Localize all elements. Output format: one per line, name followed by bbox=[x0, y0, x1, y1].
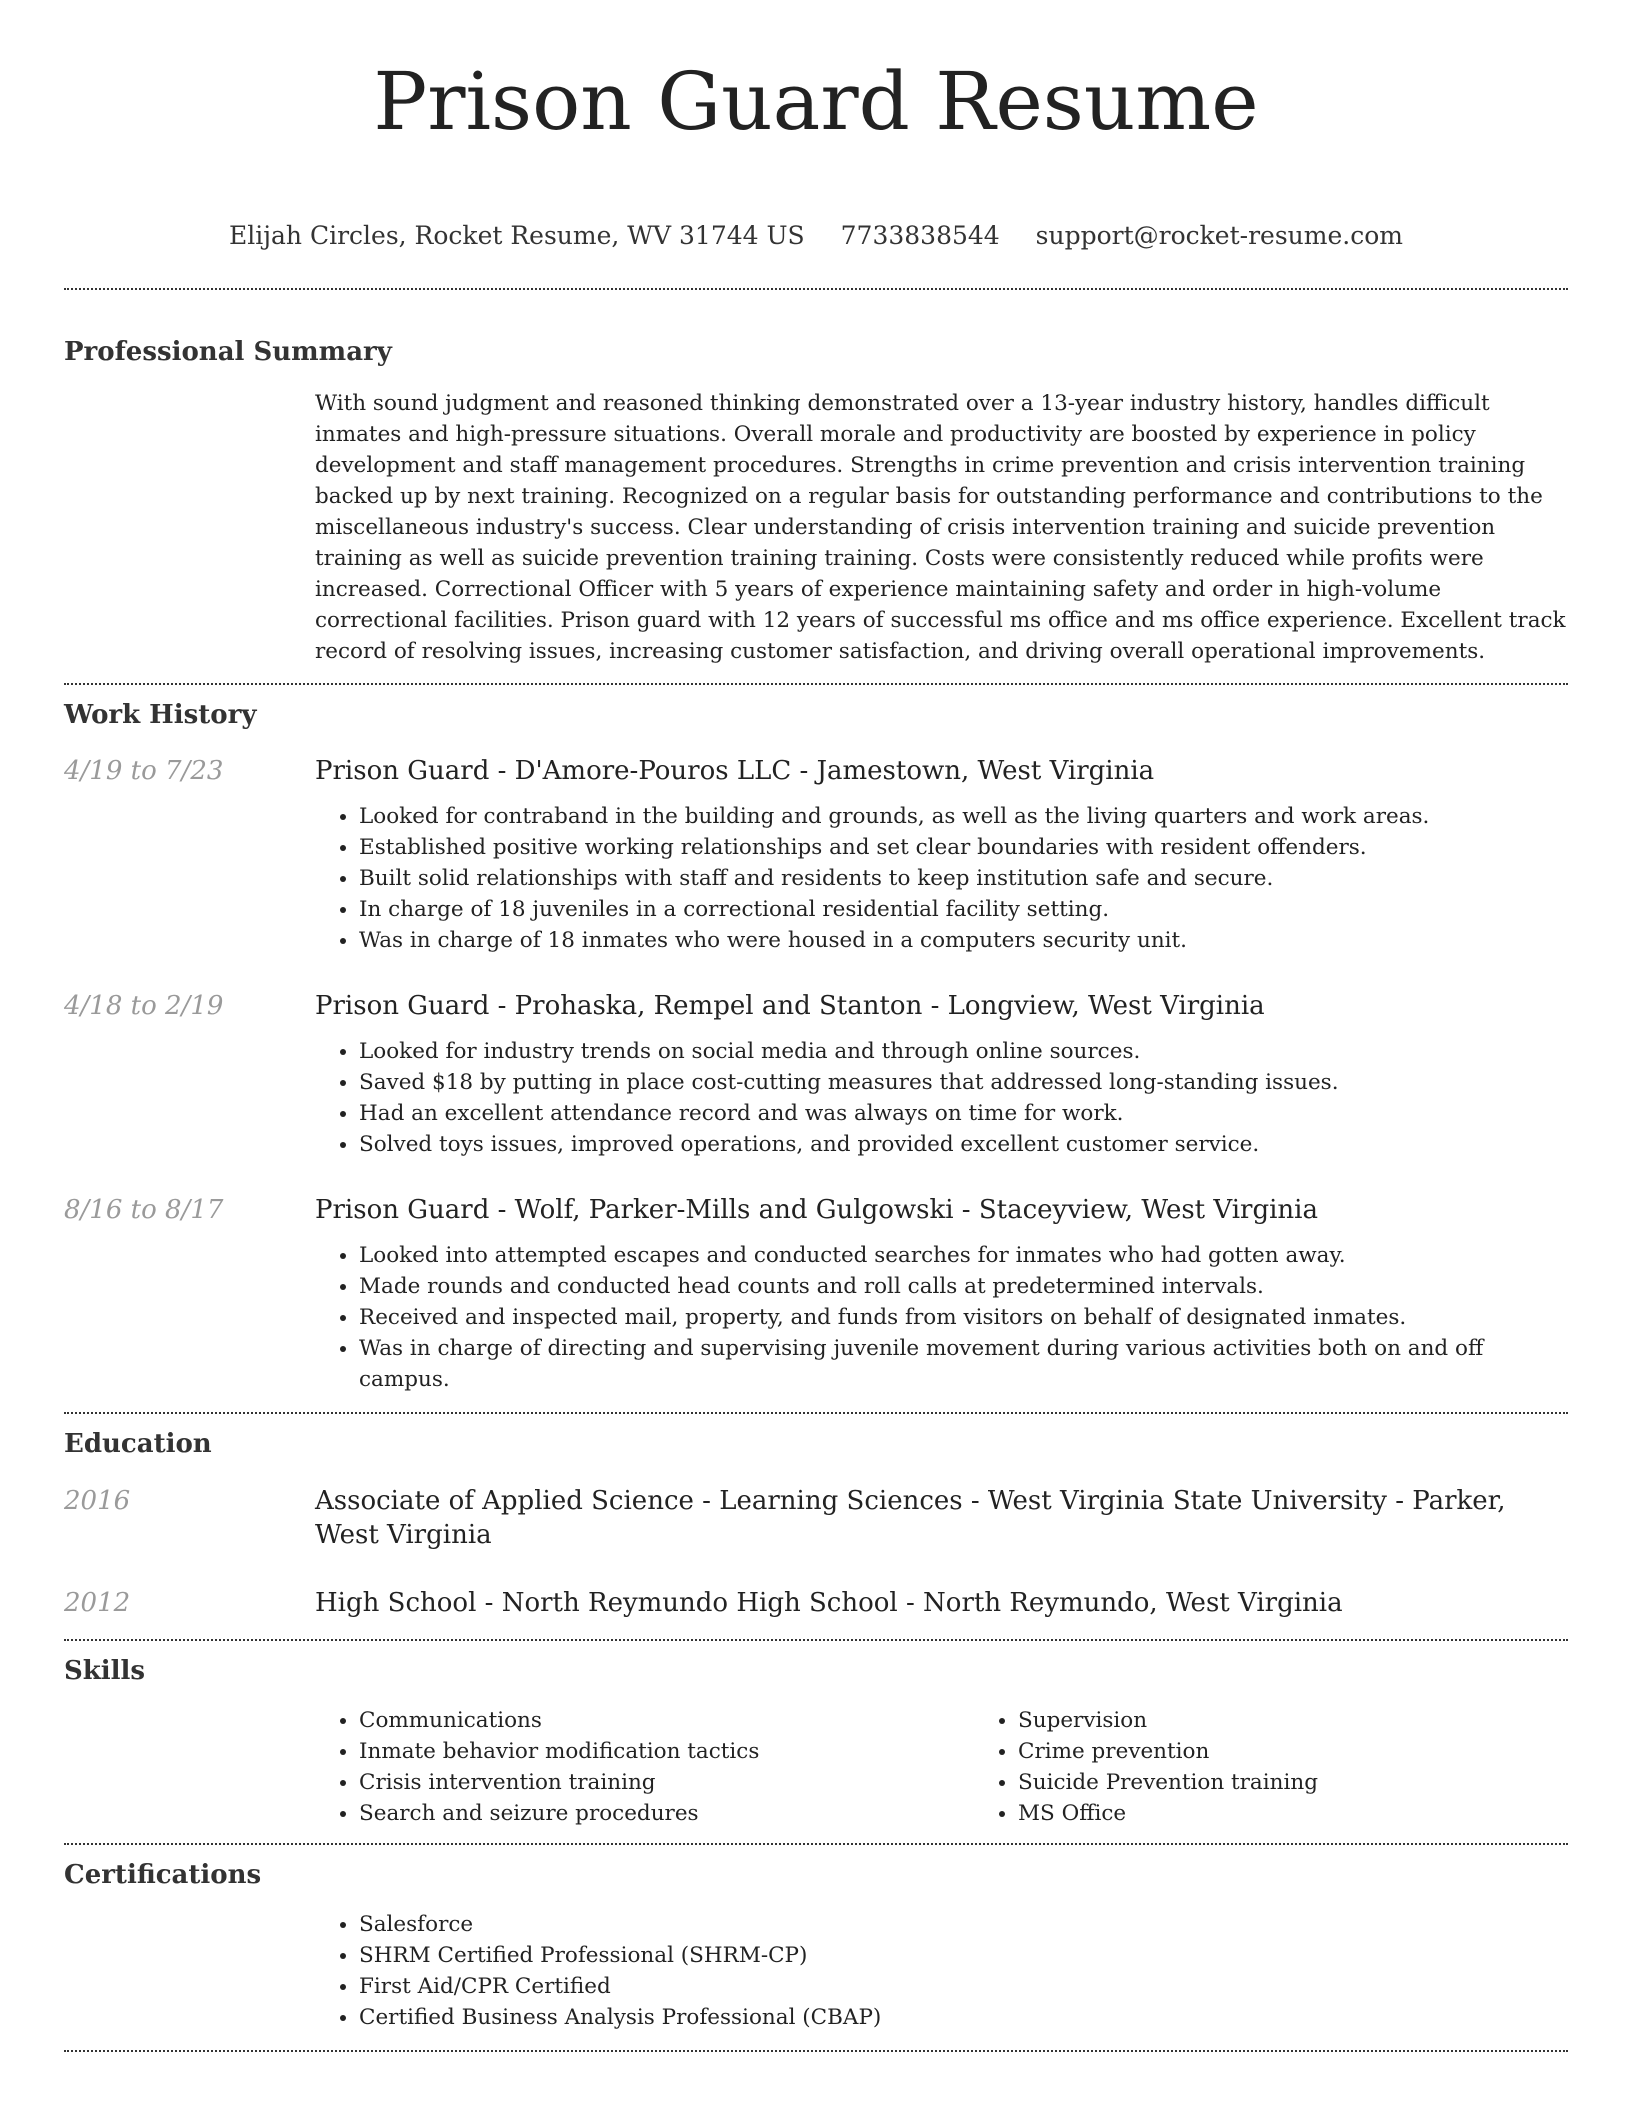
list-item: • SHRM Certified Professional (SHRM-CP) bbox=[359, 1940, 1568, 1971]
divider bbox=[64, 1412, 1568, 1414]
job-title: Prison Guard - Prohaska, Rempel and Stanton - Longview, West Virginia bbox=[315, 991, 1265, 1021]
job-entry bbox=[64, 1193, 1568, 1395]
list-item: • Supervision bbox=[1018, 1705, 1632, 1736]
skills-spacer bbox=[64, 1705, 315, 1829]
summary-heading: Professional Summary bbox=[64, 337, 392, 367]
summary-section bbox=[64, 388, 1568, 667]
job-dates: 8/16 to 8/17 bbox=[64, 1195, 224, 1225]
list-item: • Certified Business Analysis Professional (CBAP) bbox=[359, 2002, 1568, 2033]
list-item: • MS Office bbox=[1018, 1798, 1632, 1829]
skills-list-left bbox=[315, 1705, 974, 1829]
education-heading: Education bbox=[64, 1429, 212, 1459]
list-item: • Solved toys issues, improved operations, and provided excellent customer service. bbox=[359, 1129, 1568, 1160]
contact-email: support@rocket-resume.com bbox=[1035, 221, 1403, 250]
job-title: Prison Guard - Wolf, Parker-Mills and Gulgowski - Staceyview, West Virginia bbox=[315, 1195, 1318, 1225]
divider bbox=[64, 2050, 1568, 2052]
job-content bbox=[315, 1193, 1568, 1395]
education-year: 2016 bbox=[64, 1486, 131, 1516]
list-item: • Communications bbox=[359, 1705, 974, 1736]
list-item: • Saved $18 by putting in place cost-cutting measures that addressed long-standing issues. bbox=[359, 1067, 1568, 1098]
divider bbox=[64, 683, 1568, 685]
list-item: • Salesforce bbox=[359, 1909, 1568, 1940]
list-item: • Was in charge of directing and supervising juvenile movement during various activities both on and off campus. bbox=[359, 1333, 1568, 1395]
list-item: • In charge of 18 juveniles in a correctional residential facility setting. bbox=[359, 894, 1568, 925]
job-entry bbox=[64, 754, 1568, 956]
summary-text: With sound judgment and reasoned thinking demonstrated over a 13-year industry history, handles difficult inmates and high-pressure situations. Overall morale and productivity are boosted by experience in policy development and staff management procedures. Strengths in crime prevention and crisis intervention training backed up by next training. Recognized on a regular basis for outstanding performance and contributions to the miscellaneous industry's success. Clear understanding of crisis intervention training and suicide prevention training as well as suicide prevention training training. Costs were consistently reduced while profits were increased. Correctional Officer with 5 years of experience maintaining safety and order in high-volume correctional facilities. Prison guard with 12 years of successful ms office and ms office experience. Excellent track record of resolving issues, increasing customer satisfaction, and driving overall operational improvements. bbox=[315, 391, 1566, 664]
list-item: • Search and seizure procedures bbox=[359, 1798, 974, 1829]
job-content bbox=[315, 989, 1568, 1160]
skills-list-right bbox=[974, 1705, 1632, 1829]
list-item: • Looked for industry trends on social media and through online sources. bbox=[359, 1036, 1568, 1067]
list-item: • Established positive working relationships and set clear boundaries with resident offenders. bbox=[359, 832, 1568, 863]
summary-spacer bbox=[64, 388, 315, 667]
contact-line bbox=[64, 220, 1568, 252]
job-dates: 4/18 to 2/19 bbox=[64, 991, 224, 1021]
list-item: • Crisis intervention training bbox=[359, 1767, 974, 1798]
job-bullets bbox=[315, 1240, 1568, 1395]
contact-address: Elijah Circles, Rocket Resume, WV 31744 US bbox=[229, 221, 805, 250]
education-entry bbox=[64, 1586, 1568, 1620]
list-item: • Looked into attempted escapes and conducted searches for inmates who had gotten away. bbox=[359, 1240, 1568, 1271]
job-title: Prison Guard - D'Amore-Pouros LLC - Jamestown, West Virginia bbox=[315, 756, 1155, 786]
skills-section bbox=[64, 1705, 1568, 1829]
job-bullets bbox=[315, 1036, 1568, 1160]
list-item: • Had an excellent attendance record and was always on time for work. bbox=[359, 1098, 1568, 1129]
list-item: • Made rounds and conducted head counts and roll calls at predetermined intervals. bbox=[359, 1271, 1568, 1302]
education-text: High School - North Reymundo High School - North Reymundo, West Virginia bbox=[315, 1588, 1343, 1618]
divider bbox=[64, 1843, 1568, 1845]
job-dates: 4/19 to 7/23 bbox=[64, 756, 224, 786]
divider bbox=[64, 288, 1568, 290]
certifications-heading: Certifications bbox=[64, 1860, 262, 1890]
job-content bbox=[315, 754, 1568, 956]
contact-phone: 7733838544 bbox=[840, 221, 1000, 250]
job-entry bbox=[64, 989, 1568, 1160]
list-item: • Looked for contraband in the building and grounds, as well as the living quarters and work areas. bbox=[359, 801, 1568, 832]
page-title: Prison Guard Resume bbox=[373, 55, 1259, 148]
certifications-list bbox=[315, 1909, 1568, 2033]
education-text: Associate of Applied Science - Learning Sciences - West Virginia State University - Parker, West Virginia bbox=[315, 1486, 1506, 1550]
education-entry bbox=[64, 1484, 1568, 1552]
list-item: • First Aid/CPR Certified bbox=[359, 1971, 1568, 2002]
certifications-section bbox=[64, 1909, 1568, 2033]
list-item: • Received and inspected mail, property, and funds from visitors on behalf of designated inmates. bbox=[359, 1302, 1568, 1333]
education-year: 2012 bbox=[64, 1588, 131, 1618]
divider bbox=[64, 1639, 1568, 1641]
skills-columns bbox=[315, 1705, 1632, 1829]
list-item: • Was in charge of 18 inmates who were housed in a computers security unit. bbox=[359, 925, 1568, 956]
job-bullets bbox=[315, 801, 1568, 956]
certifications-spacer bbox=[64, 1909, 315, 2033]
list-item: • Suicide Prevention training bbox=[1018, 1767, 1632, 1798]
list-item: • Crime prevention bbox=[1018, 1736, 1632, 1767]
list-item: • Built solid relationships with staff and residents to keep institution safe and secure. bbox=[359, 863, 1568, 894]
skills-heading: Skills bbox=[64, 1656, 146, 1686]
work-history-heading: Work History bbox=[64, 700, 257, 730]
list-item: • Inmate behavior modification tactics bbox=[359, 1736, 974, 1767]
certifications-content bbox=[315, 1909, 1568, 2033]
